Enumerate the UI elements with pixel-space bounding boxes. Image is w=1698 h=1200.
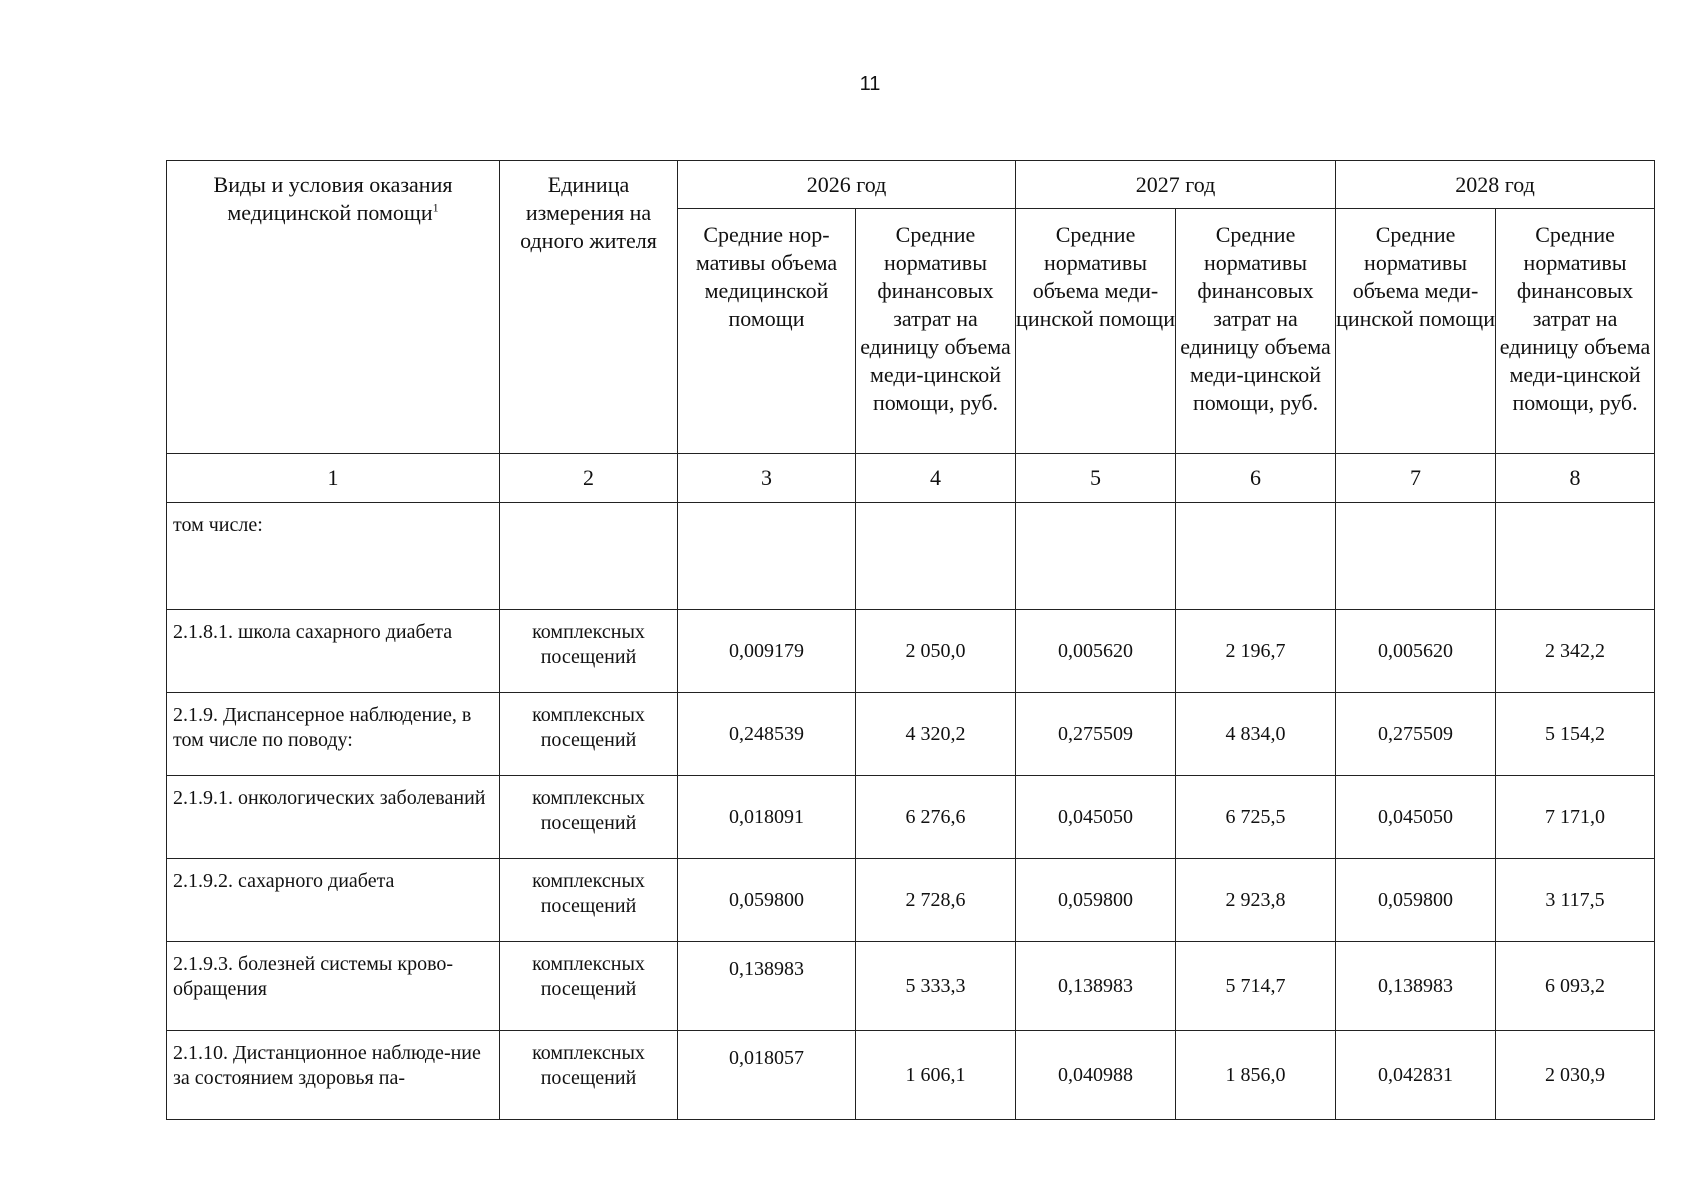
header-care-types <box>167 161 500 454</box>
cell-finance-2026: 4 320,2 <box>856 693 1016 776</box>
table-row <box>167 693 1655 776</box>
header-care-types-text: Виды и условия оказания медицинской помощи <box>213 172 453 225</box>
cell-finance-2028: 3 117,5 <box>1496 859 1655 942</box>
row-unit: комплексных посещений <box>500 610 678 693</box>
row-name: 2.1.9.3. болезней системы крово-обращения <box>167 942 500 1031</box>
column-number: 5 <box>1016 454 1176 503</box>
header-row-years <box>167 161 1655 209</box>
cell-finance-2026 <box>856 503 1016 610</box>
cell-finance-2027: 2 923,8 <box>1176 859 1336 942</box>
column-number: 8 <box>1496 454 1655 503</box>
table-row <box>167 776 1655 859</box>
column-number: 1 <box>167 454 500 503</box>
norms-table <box>166 160 1655 1120</box>
cell-finance-2026: 2 050,0 <box>856 610 1016 693</box>
page-number: 11 <box>859 73 881 95</box>
cell-volume-2027: 0,138983 <box>1016 942 1176 1031</box>
column-number: 4 <box>856 454 1016 503</box>
cell-volume-2026: 0,018057 <box>678 1031 856 1120</box>
header-volume-2026: Средние нор-мативы объема медицинской помощи <box>678 209 856 454</box>
cell-finance-2028: 5 154,2 <box>1496 693 1655 776</box>
footnote-marker: 1 <box>432 200 439 215</box>
cell-finance-2027: 2 196,7 <box>1176 610 1336 693</box>
cell-finance-2026: 6 276,6 <box>856 776 1016 859</box>
cell-finance-2026: 1 606,1 <box>856 1031 1016 1120</box>
cell-volume-2026: 0,009179 <box>678 610 856 693</box>
header-unit: Единица измерения на одного жителя <box>500 161 678 454</box>
column-number: 7 <box>1336 454 1496 503</box>
cell-volume-2027: 0,275509 <box>1016 693 1176 776</box>
cell-volume-2028: 0,042831 <box>1336 1031 1496 1120</box>
header-volume-2028: Средние нормативы объема меди-цинской помощи <box>1336 209 1496 454</box>
cell-volume-2028: 0,138983 <box>1336 942 1496 1031</box>
cell-finance-2027: 1 856,0 <box>1176 1031 1336 1120</box>
table-row <box>167 942 1655 1031</box>
cell-volume-2026: 0,138983 <box>678 942 856 1031</box>
column-number: 3 <box>678 454 856 503</box>
header-finance-2026: Средние нормативы финансовых затрат на единицу объема меди-цинской помощи, руб. <box>856 209 1016 454</box>
row-name: том числе: <box>167 503 500 610</box>
table-row <box>167 1031 1655 1120</box>
header-year-2027: 2027 год <box>1016 161 1336 209</box>
header-volume-2027: Средние нормативы объема меди-цинской помощи <box>1016 209 1176 454</box>
cell-finance-2028: 6 093,2 <box>1496 942 1655 1031</box>
cell-finance-2027: 5 714,7 <box>1176 942 1336 1031</box>
row-unit: комплексных посещений <box>500 942 678 1031</box>
cell-volume-2027: 0,040988 <box>1016 1031 1176 1120</box>
row-unit: комплексных посещений <box>500 1031 678 1120</box>
table-row <box>167 859 1655 942</box>
cell-volume-2027: 0,005620 <box>1016 610 1176 693</box>
row-unit: комплексных посещений <box>500 859 678 942</box>
row-unit: комплексных посещений <box>500 776 678 859</box>
header-year-2028: 2028 год <box>1336 161 1655 209</box>
row-name: 2.1.9.2. сахарного диабета <box>167 859 500 942</box>
header-year-2026: 2026 год <box>678 161 1016 209</box>
cell-volume-2028: 0,275509 <box>1336 693 1496 776</box>
row-unit <box>500 503 678 610</box>
cell-volume-2026: 0,248539 <box>678 693 856 776</box>
cell-volume-2027: 0,045050 <box>1016 776 1176 859</box>
cell-finance-2026: 2 728,6 <box>856 859 1016 942</box>
column-number: 2 <box>500 454 678 503</box>
table-row <box>167 610 1655 693</box>
row-name: 2.1.10. Дистанционное наблюде-ние за состоянием здоровья па- <box>167 1031 500 1120</box>
cell-volume-2027 <box>1016 503 1176 610</box>
cell-volume-2027: 0,059800 <box>1016 859 1176 942</box>
row-name: 2.1.9.1. онкологических заболеваний <box>167 776 500 859</box>
cell-volume-2028 <box>1336 503 1496 610</box>
column-number: 6 <box>1176 454 1336 503</box>
cell-finance-2027: 4 834,0 <box>1176 693 1336 776</box>
cell-finance-2028 <box>1496 503 1655 610</box>
row-unit: комплексных посещений <box>500 693 678 776</box>
cell-volume-2028: 0,005620 <box>1336 610 1496 693</box>
table-row <box>167 503 1655 610</box>
header-finance-2028: Средние нормативы финансовых затрат на единицу объема меди-цинской помощи, руб. <box>1496 209 1655 454</box>
header-finance-2027: Средние нормативы финансовых затрат на единицу объема меди-цинской помощи, руб. <box>1176 209 1336 454</box>
cell-finance-2027 <box>1176 503 1336 610</box>
row-name: 2.1.9. Диспансерное наблюдение, в том числе по поводу: <box>167 693 500 776</box>
cell-finance-2028: 7 171,0 <box>1496 776 1655 859</box>
cell-finance-2028: 2 342,2 <box>1496 610 1655 693</box>
column-number-row <box>167 454 1655 503</box>
cell-finance-2026: 5 333,3 <box>856 942 1016 1031</box>
cell-volume-2026 <box>678 503 856 610</box>
row-name: 2.1.8.1. школа сахарного диабета <box>167 610 500 693</box>
cell-volume-2026: 0,018091 <box>678 776 856 859</box>
cell-volume-2026: 0,059800 <box>678 859 856 942</box>
cell-finance-2028: 2 030,9 <box>1496 1031 1655 1120</box>
cell-finance-2027: 6 725,5 <box>1176 776 1336 859</box>
cell-volume-2028: 0,059800 <box>1336 859 1496 942</box>
cell-volume-2028: 0,045050 <box>1336 776 1496 859</box>
